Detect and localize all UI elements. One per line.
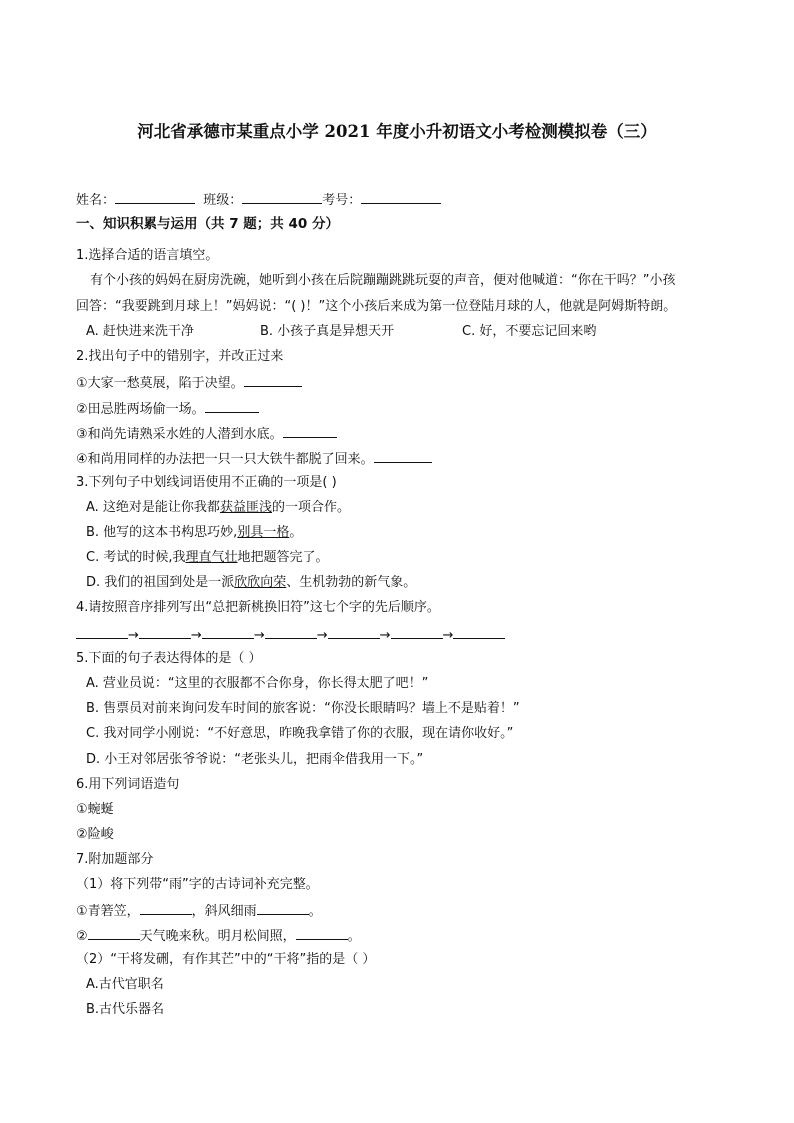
answer-blank[interactable] xyxy=(205,399,259,413)
arrow-icon: → xyxy=(442,628,454,643)
question-7-stem: 7.附加题部分 xyxy=(76,852,154,867)
option-text: 。 xyxy=(289,525,303,540)
answer-blank[interactable] xyxy=(257,901,309,915)
question-1-options xyxy=(86,323,596,341)
sentence-text: ④和尚用同样的办法把一只一只大铁牛都脱了回来。 xyxy=(76,452,374,467)
answer-blank[interactable] xyxy=(88,926,140,940)
question-5-stem: 5.下面的句子表达得体的是（ ） xyxy=(76,651,262,666)
option-text: B. 他写的这本书构思巧妙, xyxy=(86,525,238,540)
poem-text: ，斜风细雨 xyxy=(191,904,257,919)
poem-line-2 xyxy=(76,926,361,946)
question-3-stem: 3.下列句子中划线词语使用不正确的一项是( ) xyxy=(76,475,337,490)
poem-line-1 xyxy=(76,901,322,921)
answer-blank[interactable] xyxy=(140,901,192,915)
question-7-part-1: （1）将下列带“雨”字的古诗词补充完整。 xyxy=(76,877,319,892)
sentence-text: ②田忌胜两场偷一场。 xyxy=(76,402,205,417)
answer-blank[interactable] xyxy=(328,625,380,639)
question-2-sentence xyxy=(76,449,432,469)
question-1-stem: 1.选择合适的语言填空。 xyxy=(76,248,219,263)
option-d[interactable]: D. 小王对邻居张爷爷说：“老张头儿，把雨伞借我用一下。” xyxy=(86,752,424,767)
poem-text: 。 xyxy=(347,929,361,944)
underlined-word: 理直气壮 xyxy=(185,550,238,565)
answer-blank[interactable] xyxy=(265,625,317,639)
option-text: 、生机勃勃的新气象。 xyxy=(286,575,417,590)
answer-blank[interactable] xyxy=(244,373,302,387)
arrow-icon: → xyxy=(316,628,328,643)
option-text: 地把题答完了。 xyxy=(237,550,329,565)
option-text: C. 考试的时候,我 xyxy=(86,550,186,565)
option-a[interactable]: A. 赶快进来洗干净 xyxy=(86,324,194,339)
answer-blank[interactable] xyxy=(453,625,505,639)
answer-blank[interactable] xyxy=(374,449,432,463)
poem-text: 。 xyxy=(308,904,322,919)
answer-blank[interactable] xyxy=(202,625,254,639)
question-1-passage-line: 回答：“我要跳到月球上！”妈妈说：“( )！”这个小孩后来成为第一位登陆月球的人，他就是阿姆斯特朗。 xyxy=(76,299,677,314)
option-b[interactable]: B.古代乐器名 xyxy=(86,1002,165,1017)
answer-blank[interactable] xyxy=(391,625,443,639)
answer-blank[interactable] xyxy=(296,926,348,940)
option-a[interactable] xyxy=(86,499,350,517)
poem-text: ② xyxy=(76,929,88,944)
poem-text: 天气晚来秋。明月松间照， xyxy=(139,929,296,944)
underlined-word: 别具一格 xyxy=(237,525,290,540)
option-c[interactable]: C. 我对同学小刚说：“不好意思，昨晚我拿错了你的衣服，现在请你收好。” xyxy=(86,726,514,741)
answer-blank[interactable] xyxy=(76,625,128,639)
answer-blank[interactable] xyxy=(139,625,191,639)
number-label: 考号： xyxy=(322,193,362,208)
option-b[interactable]: B. 售票员对前来询问发车时间的旅客说：“你没长眼睛吗？墙上不是贴着！” xyxy=(86,701,520,716)
option-text: 的一项合作。 xyxy=(271,500,350,515)
option-b[interactable] xyxy=(86,524,302,542)
option-a[interactable]: A. 营业员说：“这里的衣服都不合你身，你长得太肥了吧！” xyxy=(86,676,429,691)
question-6-word: ②险峻 xyxy=(76,827,114,842)
arrow-icon: → xyxy=(253,628,265,643)
underlined-word: 获益匪浅 xyxy=(219,500,272,515)
question-1-passage-line: 有个小孩的妈妈在厨房洗碗，她听到小孩在后院蹦蹦跳跳玩耍的声音，便对他喊道：“你在干吗？”小孩 xyxy=(90,273,676,288)
student-info-line xyxy=(76,190,441,210)
option-c[interactable]: C. 好，不要忘记回来哟 xyxy=(462,324,597,339)
question-2-sentence xyxy=(76,399,259,419)
class-blank[interactable] xyxy=(242,190,322,204)
name-blank[interactable] xyxy=(115,190,195,204)
underlined-word: 欣欣向荣 xyxy=(234,575,287,590)
arrow-icon: → xyxy=(190,628,202,643)
question-2-sentence xyxy=(76,373,302,393)
question-6-stem: 6.用下列词语造句 xyxy=(76,777,180,792)
option-c[interactable] xyxy=(86,549,329,567)
question-2-stem: 2.找出句子中的错别字，并改正过来 xyxy=(76,349,284,364)
arrow-icon: → xyxy=(128,628,139,643)
arrow-icon: → xyxy=(379,628,391,643)
question-2-sentence xyxy=(76,424,337,444)
question-7-part-2: （2）“干将发硎，有作其芒”中的“干将”指的是（ ） xyxy=(76,952,376,967)
question-4-stem: 4.请按照音序排列写出“总把新桃换旧符”这七个字的先后顺序。 xyxy=(76,600,440,615)
sentence-text: ①大家一愁莫展，陷于决望。 xyxy=(76,376,244,391)
page-title: 河北省承德市某重点小学 2021 年度小升初语文小考检测模拟卷（三） xyxy=(137,122,657,141)
poem-text: ①青箬笠， xyxy=(76,904,140,919)
option-d[interactable] xyxy=(86,574,416,592)
question-6-word: ①蜿蜒 xyxy=(76,802,114,817)
option-b[interactable]: B. 小孩子真是异想天开 xyxy=(260,324,395,339)
answer-blank[interactable] xyxy=(283,424,337,438)
number-blank[interactable] xyxy=(361,190,441,204)
name-label: 姓名： xyxy=(76,193,116,208)
question-4-sequence xyxy=(76,625,505,645)
option-text: A. 这绝对是能让你我都 xyxy=(86,500,220,515)
sentence-text: ③和尚先请熟采水姓的人潜到水底。 xyxy=(76,427,283,442)
option-a[interactable]: A.古代官职名 xyxy=(86,977,164,992)
option-text: D. 我们的祖国到处是一派 xyxy=(86,575,235,590)
class-label: 班级： xyxy=(203,193,243,208)
section-heading: 一、知识积累与运用（共 7 题；共 40 分） xyxy=(76,216,339,232)
